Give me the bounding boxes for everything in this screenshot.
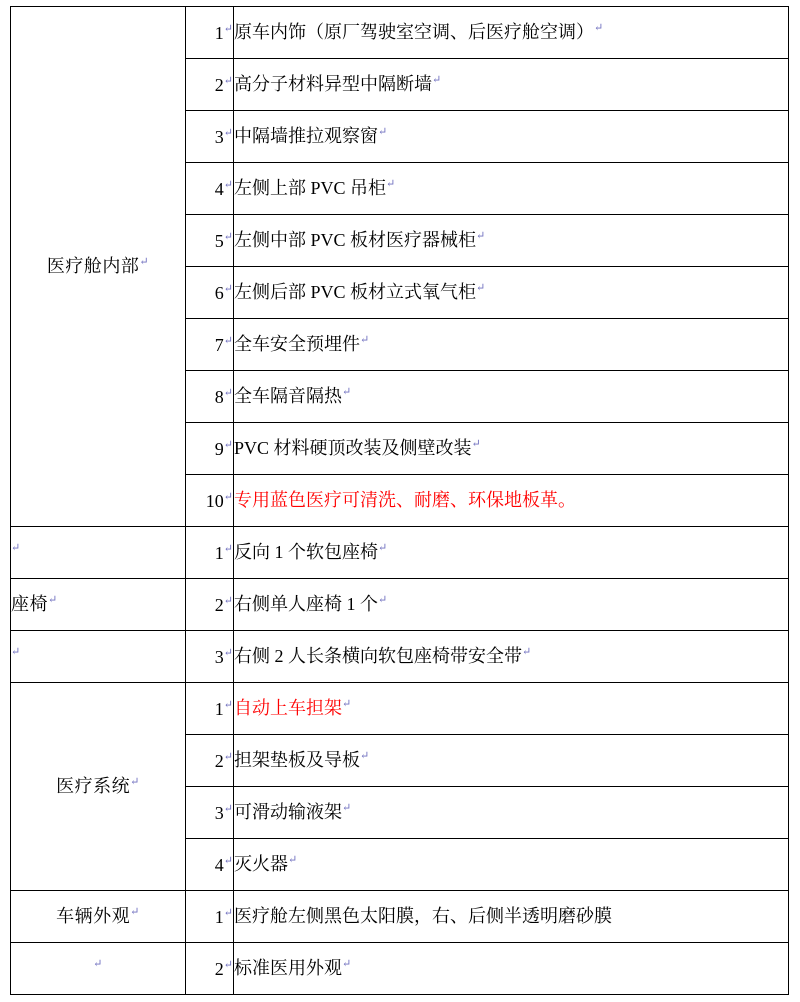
- paragraph-mark: ↵: [386, 177, 396, 190]
- category-cell-medical-cabin: 医疗舱内部↵: [11, 7, 186, 527]
- paragraph-mark: ↵: [288, 853, 298, 866]
- row-number: 1↵: [186, 7, 234, 59]
- paragraph-mark: ↵: [223, 386, 233, 399]
- paragraph-mark: ↵: [594, 21, 604, 34]
- row-description: 专用蓝色医疗可清洗、耐磨、环保地板革。: [234, 475, 789, 527]
- paragraph-mark: ↵: [360, 333, 370, 346]
- paragraph-mark: ↵: [223, 74, 233, 87]
- category-cell-empty-top: [11, 527, 186, 579]
- table-row: [11, 7, 789, 59]
- paragraph-mark: ↵: [476, 281, 486, 294]
- paragraph-mark: ↵: [342, 697, 352, 710]
- paragraph-mark: ↵: [130, 776, 140, 789]
- paragraph-mark: ↵: [130, 906, 140, 919]
- row-number: 2↵: [186, 943, 234, 995]
- row-number: 4↵: [186, 163, 234, 215]
- paragraph-mark: ↵: [223, 438, 233, 451]
- paragraph-mark: ↵: [432, 73, 442, 86]
- paragraph-mark: ↵: [223, 594, 233, 607]
- paragraph-mark: ↵: [48, 594, 58, 607]
- paragraph-mark: ↵: [223, 802, 233, 815]
- paragraph-mark: ↵: [223, 750, 233, 763]
- paragraph-mark: ↵: [378, 125, 388, 138]
- table-body: [11, 7, 789, 995]
- row-number: 3↵: [186, 631, 234, 683]
- category-cell-seats: 座椅↵: [11, 579, 186, 631]
- row-number: 1↵: [186, 683, 234, 735]
- row-number: 2↵: [186, 59, 234, 111]
- table-row: [11, 683, 789, 735]
- table-row: [11, 891, 789, 943]
- row-number: 1↵: [186, 891, 234, 943]
- paragraph-mark: ↵: [223, 230, 233, 243]
- paragraph-mark: ↵: [378, 541, 388, 554]
- paragraph-mark: ↵: [223, 646, 233, 659]
- row-description: 中隔墙推拉观察窗↵: [234, 111, 789, 163]
- paragraph-mark: ↵: [223, 906, 233, 919]
- row-description: 右侧 2 人长条横向软包座椅带安全带↵: [234, 631, 789, 683]
- row-description: 反向 1 个软包座椅↵: [234, 527, 789, 579]
- row-description: PVC 材料硬顶改装及侧壁改装↵: [234, 423, 789, 475]
- row-description: 标准医用外观↵: [234, 943, 789, 995]
- row-description: 左侧上部 PVC 吊柜↵: [234, 163, 789, 215]
- paragraph-mark: ↵: [93, 958, 103, 971]
- row-number: 8↵: [186, 371, 234, 423]
- row-description: 全车安全预埋件↵: [234, 319, 789, 371]
- paragraph-mark: ↵: [139, 256, 150, 269]
- row-description: 担架垫板及导板↵: [234, 735, 789, 787]
- row-description: 左侧后部 PVC 板材立式氧气柜↵: [234, 267, 789, 319]
- category-cell-empty-appearance: [11, 943, 186, 995]
- row-description: 原车内饰（原厂驾驶室空调、后医疗舱空调）↵: [234, 7, 789, 59]
- row-description: 可滑动输液架↵: [234, 787, 789, 839]
- paragraph-mark: ↵: [223, 334, 233, 347]
- row-description: 左侧中部 PVC 板材医疗器械柜↵: [234, 215, 789, 267]
- table-row: [11, 527, 789, 579]
- paragraph-mark: ↵: [522, 645, 532, 658]
- row-description: 医疗舱左侧黑色太阳膜，右、后侧半透明磨砂膜: [234, 891, 789, 943]
- paragraph-mark: ↵: [342, 385, 352, 398]
- category-cell-medical-system: 医疗系统↵: [11, 683, 186, 891]
- row-number: 1↵: [186, 527, 234, 579]
- row-number: 7↵: [186, 319, 234, 371]
- paragraph-mark: ↵: [223, 178, 233, 191]
- row-number: 2↵: [186, 735, 234, 787]
- paragraph-mark: ↵: [223, 126, 233, 139]
- paragraph-mark: ↵: [471, 437, 481, 450]
- row-description: 高分子材料异型中隔断墙↵: [234, 59, 789, 111]
- specification-table: [10, 6, 789, 995]
- row-number: 4↵: [186, 839, 234, 891]
- row-number: 3↵: [186, 111, 234, 163]
- row-number: 5↵: [186, 215, 234, 267]
- row-number: 6↵: [186, 267, 234, 319]
- paragraph-mark: ↵: [223, 542, 233, 555]
- paragraph-mark: ↵: [223, 698, 233, 711]
- row-description: 右侧单人座椅 1 个↵: [234, 579, 789, 631]
- paragraph-mark: ↵: [476, 229, 486, 242]
- paragraph-mark: ↵: [342, 957, 352, 970]
- table-row: [11, 631, 789, 683]
- paragraph-mark: ↵: [223, 490, 233, 503]
- paragraph-mark: ↵: [11, 542, 21, 555]
- table-row: [11, 943, 789, 995]
- paragraph-mark: ↵: [223, 958, 233, 971]
- paragraph-mark: ↵: [223, 282, 233, 295]
- row-number: 10↵: [186, 475, 234, 527]
- paragraph-mark: ↵: [11, 646, 21, 659]
- paragraph-mark: ↵: [378, 593, 388, 606]
- paragraph-mark: ↵: [223, 22, 233, 35]
- row-number: 9↵: [186, 423, 234, 475]
- paragraph-mark: ↵: [360, 749, 370, 762]
- row-description: 自动上车担架↵: [234, 683, 789, 735]
- category-cell-empty-bottom: [11, 631, 186, 683]
- row-number: 3↵: [186, 787, 234, 839]
- row-description: 灭火器↵: [234, 839, 789, 891]
- category-cell-vehicle-appearance: 车辆外观↵: [11, 891, 186, 943]
- table-row: [11, 579, 789, 631]
- paragraph-mark: ↵: [342, 801, 352, 814]
- row-number: 2↵: [186, 579, 234, 631]
- row-description: 全车隔音隔热↵: [234, 371, 789, 423]
- paragraph-mark: ↵: [223, 854, 233, 867]
